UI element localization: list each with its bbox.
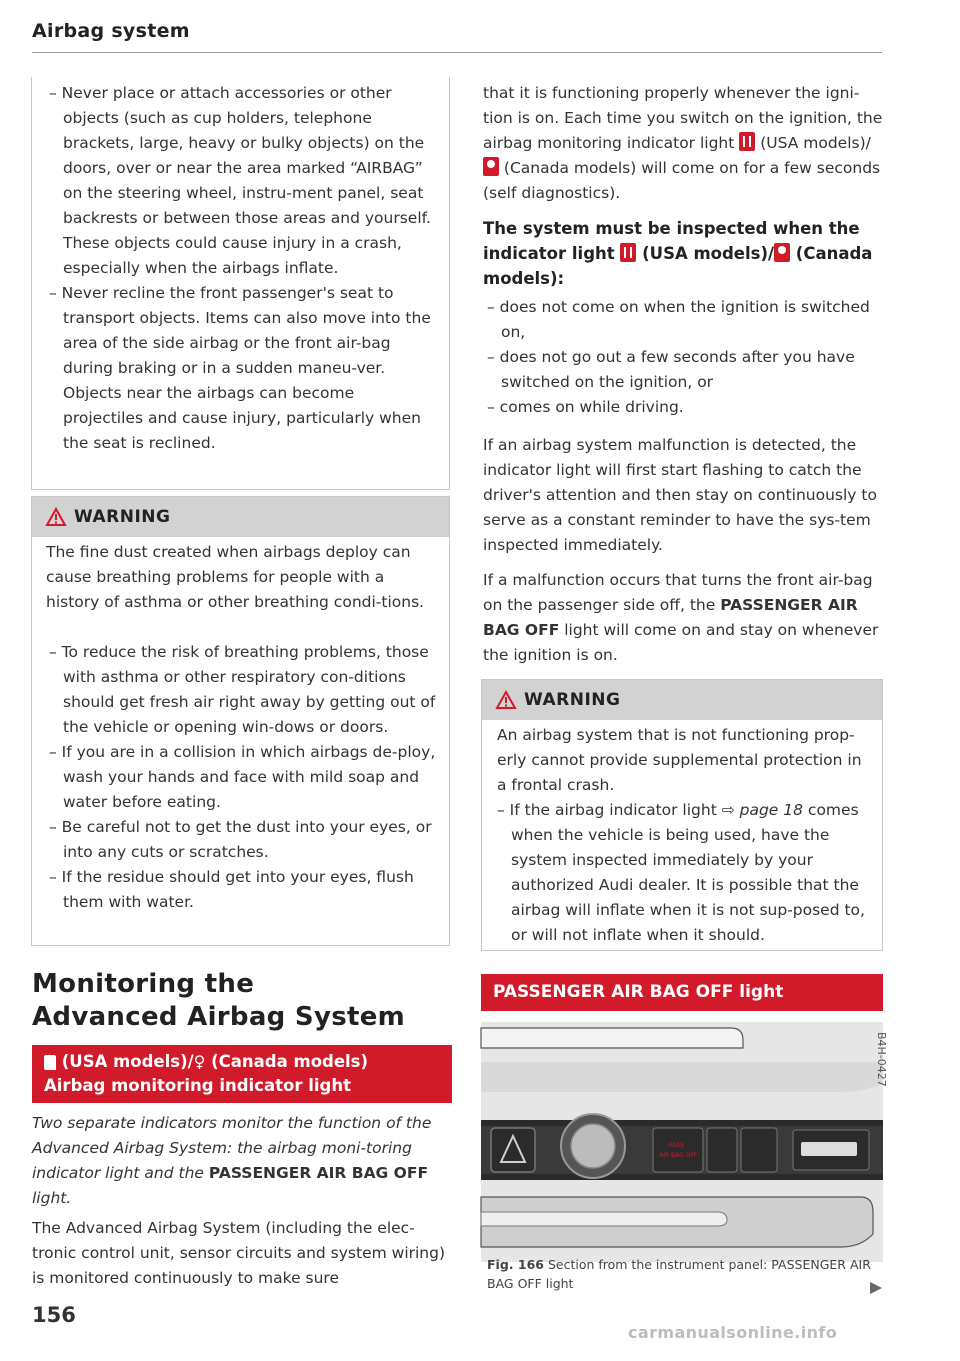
section-heading-line-1: Monitoring the — [32, 969, 255, 999]
right-continuation — [483, 81, 883, 206]
inspection-heading-c: (Canada models): — [483, 244, 873, 288]
inspection-bullet-1: – does not come on when the ignition is switched on, — [487, 298, 870, 341]
right-continuation-b: (USA models)/ — [755, 134, 871, 152]
section-intro-bold: PASSENGER AIR BAG OFF — [208, 1164, 429, 1182]
airbag-indicator-usa-icon — [44, 1055, 56, 1070]
passenger-section-title: PASSENGER AIR BAG OFF light — [493, 982, 784, 1002]
passenger-off-paragraph — [483, 568, 883, 668]
inspection-heading — [483, 216, 883, 291]
section-intro-text-a: Two separate indicators monitor the function of the Advanced Airbag System: the airbag moni-toring indicator light and the — [32, 1114, 432, 1182]
malfunction-paragraph: If an airbag system malfunction is detected, the indicator light will first start flashing to catch the driver's attention and then stay on continuously to serve as a constant reminder to have the sys-tem inspected immediately. — [483, 436, 877, 554]
figure-caption-text: Section from the instrument panel: PASSENGER AIR BAG OFF light — [487, 1257, 871, 1291]
subsection-canada-text: (Canada models) — [211, 1052, 369, 1071]
inspection-bullet-3: – comes on while driving. — [487, 398, 684, 416]
warning-right-bullet-b: comes when the vehicle is being used, have the system inspected immediately by your authorized Audi dealer. It is possible that the airbag will inflate when it is not sup-posed to, or will not inflate when it should. — [511, 801, 865, 944]
figure-caption — [487, 1255, 877, 1293]
subsection-bar-line-1 — [44, 1052, 368, 1071]
note-bullets — [45, 81, 435, 456]
instrument-panel-illustration — [481, 1022, 888, 1262]
warning-triangle-icon — [46, 508, 66, 526]
section-body-left: The Advanced Airbag System (including the elec-tronic control unit, sensor circuits and system wiring) is monitored continuously to make sure — [32, 1219, 446, 1287]
warning-left-bullet-4: – If the residue should get into your eyes, flush them with water. — [49, 868, 414, 911]
passenger-off-text-a: If a malfunction occurs that turns the front air-bag on the passenger side off, the — [483, 571, 873, 614]
passenger-off-text-b: light will come on and stay on whenever the ignition is on. — [483, 621, 879, 664]
airbag-indicator-usa-icon — [620, 243, 636, 262]
inspection-heading-a: The system must be inspected when the indicator light — [483, 219, 860, 263]
inspection-bullet-2: – does not go out a few seconds after you have switched on the ignition, or — [487, 348, 855, 391]
warning-left-bullet-2: – If you are in a collision in which airbags de-ploy, wash your hands and face with mild soap and water before eating. — [49, 743, 436, 811]
passenger-section-bar — [481, 974, 883, 1011]
warning-right-intro: An airbag system that is not functioning prop-erly cannot provide supplemental protection in a frontal crash. — [497, 726, 862, 794]
pass-label: PASS — [669, 1142, 684, 1149]
note-bullet-2: – Never recline the front passenger's seat to transport objects. Items can also move into the area of the side airbag or the front air-bag during braking or in a sudden maneu-ver. Objects near the airbags can become projectiles and cause injury, particularly when the seat is reclined. — [49, 284, 431, 452]
warning-right-bullet — [497, 798, 872, 948]
airbag-indicator-canada-icon — [774, 243, 790, 262]
warning-left-bullet-1: – To reduce the risk of breathing problems, those with asthma or other respiratory con-ditions should get fresh air right away by getting out of the vehicle or opening win-dows or doors. — [49, 643, 436, 736]
watermark: carmanualsonline.info — [628, 1323, 838, 1342]
section-heading-line-2: Advanced Airbag System — [32, 1002, 406, 1032]
figure-code: B4H-0427 — [875, 1032, 888, 1087]
continue-arrow-icon — [869, 1281, 883, 1295]
instrument-panel-figure — [481, 1022, 888, 1262]
subsection-bar — [32, 1045, 452, 1103]
passenger-off-bold: PASSENGER AIR BAG OFF — [483, 596, 858, 639]
section-intro — [32, 1111, 452, 1211]
airbag-indicator-canada-icon: ♀ — [193, 1052, 206, 1071]
section-intro-text-b: light. — [32, 1189, 72, 1207]
running-header: Airbag system — [32, 20, 190, 42]
note-bullet-1: – Never place or attach accessories or other objects (such as cup holders, telephone brackets, large, heavy or bulky objects) on the doors, over or near the area marked “AIRBAG” on the steering wheel, instru-ment panel, seat backrests or between those areas and yourself. These objects could cause injury in a crash, especially when the airbags inflate. — [49, 84, 431, 277]
inspection-heading-b: (USA models)/ — [636, 244, 775, 263]
warning-label-right: WARNING — [524, 690, 621, 710]
warning-header-right — [482, 680, 882, 720]
subsection-usa-text: (USA models)/ — [61, 1052, 194, 1071]
warning-left-intro: The fine dust created when airbags deploy can cause breathing problems for people with a history of asthma or other breathing condi-tions. — [46, 543, 425, 611]
warning-header-left — [32, 497, 449, 537]
subsection-bar-line-2: Airbag monitoring indicator light — [44, 1076, 351, 1095]
figure-caption-number: Fig. 166 — [487, 1257, 544, 1272]
warning-right-bullet-a: – If the airbag indicator light — [497, 801, 722, 819]
right-continuation-c: (Canada models) will come on for a few seconds (self diagnostics). — [483, 159, 881, 202]
warning-left-bullet-3: – Be careful not to get the dust into your eyes, or into any cuts or scratches. — [49, 818, 432, 861]
inspection-bullets — [483, 295, 885, 420]
section-heading — [32, 968, 452, 1034]
page-number: 156 — [32, 1303, 76, 1327]
warning-left-bullets — [45, 640, 437, 915]
warning-triangle-icon — [496, 691, 516, 709]
right-continuation-a: that it is functioning properly whenever the igni-tion is on. Each time you switch on the ignition, the airbag monitoring indicator light — [483, 84, 883, 152]
airbag-indicator-usa-icon — [739, 132, 755, 151]
airbag-off-label: AIR BAG OFF — [659, 1152, 698, 1159]
page-18-link[interactable]: ⇨ page 18 — [721, 801, 803, 819]
warning-label-left: WARNING — [74, 507, 171, 527]
header-rule — [32, 52, 882, 53]
airbag-indicator-canada-icon — [483, 157, 499, 176]
